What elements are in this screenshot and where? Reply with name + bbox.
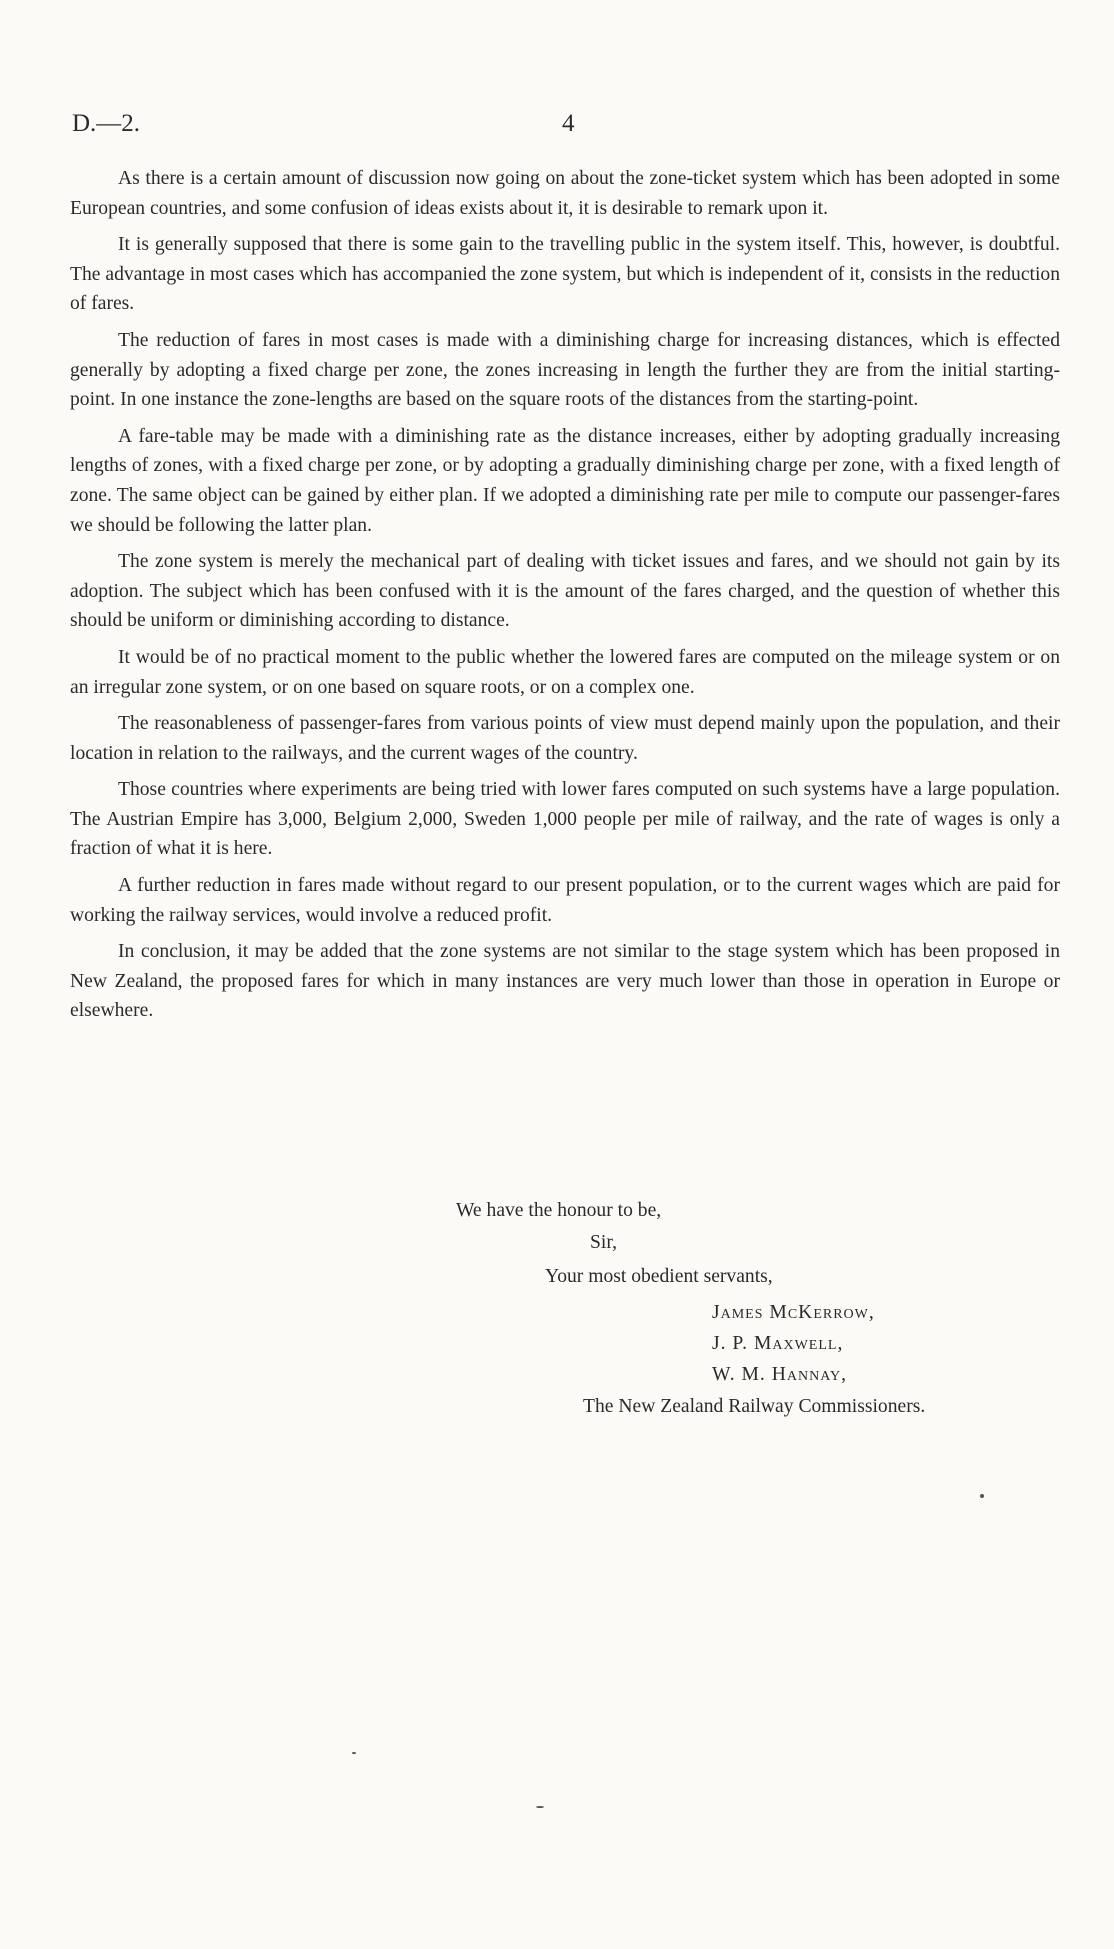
page-header (72, 110, 1062, 150)
paragraph-country-population: Those countries where experiments are being tried with lower fares computed on such systems have a large population. The Austrian Empire has 3,000, Belgium 2,000, Sweden 1,000 people per mile of railway, and the rate of wages is only a fraction of what it is here. (70, 779, 1060, 860)
paper-speck (980, 1494, 984, 1498)
paragraph-fare-table: A fare-table may be made with a diminishing rate as the distance increases, either by adopting gradually increasing lengths of zones, with a fixed charge per zone, or by adopting a gradually diminishing charge per zone, with a fixed length of zone. The same object can be gained by either plan. If we adopted a diminishing rate per mile to compute our passenger-fares we should be following the latter plan. (70, 425, 1060, 536)
signatory-mckerrow: James McKerrow, (712, 1302, 875, 1323)
paragraph-conclusion: In conclusion, it may be added that the zone systems are not similar to the stage system which has been proposed in New Zealand, the proposed fares for which in many instances are very much lower than those in operation in Europe or elsewhere. (70, 941, 1060, 1022)
paragraph-gain-to-public: It is generally supposed that there is some gain to the travelling public in the system itself. This, however, is doubtful. The advantage in most cases which has accompanied the zone system, but which is independent of it, consists in the reduction of fares. (70, 234, 1060, 315)
closing-salutation: Sir, (590, 1232, 617, 1253)
signatory-title: The New Zealand Railway Commissioners. (583, 1396, 926, 1417)
closing-honour: We have the honour to be, (456, 1200, 662, 1221)
paragraph-practical-moment: It would be of no practical moment to the public whether the lowered fares are computed on the mileage system or on an irregular zone system, or on one based on square roots, or on a complex one. (70, 646, 1060, 698)
paper-speck (536, 1806, 544, 1808)
document-reference: D.—2. (72, 110, 141, 137)
paragraph-zone-ticket-discussion: As there is a certain amount of discussion now going on about the zone-ticket system which has been adopted in some European countries, and some confusion of ideas exists about it, it is desirable to remark upon it. (70, 168, 1060, 219)
paper-speck (352, 1752, 356, 1754)
signatory-maxwell: J. P. Maxwell, (712, 1333, 844, 1354)
paragraph-reduction-of-fares: The reduction of fares in most cases is made with a diminishing charge for increasing distances, which is effected generally by adopting a fixed charge per zone, the zones increasing in length the further they are from the initial starting-point. In one instance the zone-lengths are based on the square roots of the distances from the starting-point. (70, 329, 1060, 411)
closing-servants: Your most obedient servants, (545, 1266, 773, 1287)
signatory-hannay: W. M. Hannay, (712, 1364, 848, 1385)
report-body (70, 164, 1060, 1033)
paragraph-zone-mechanics: The zone system is merely the mechanical part of dealing with ticket issues and fares, and we should not gain by its adoption. The subject which has been confused with it is the amount of the fares charged, and the question of whether this should be uniform or diminishing according to distance. (70, 551, 1060, 632)
paragraph-reduced-profit: A further reduction in fares made without regard to our present population, or to the current wages which are paid for working the railway services, would involve a reduced profit. (70, 875, 1060, 926)
paragraph-reasonableness: The reasonableness of passenger-fares from various points of view must depend mainly upon the population, and their location in relation to the railways, and the current wages of the country. (70, 713, 1060, 764)
page-number: 4 (562, 110, 575, 137)
